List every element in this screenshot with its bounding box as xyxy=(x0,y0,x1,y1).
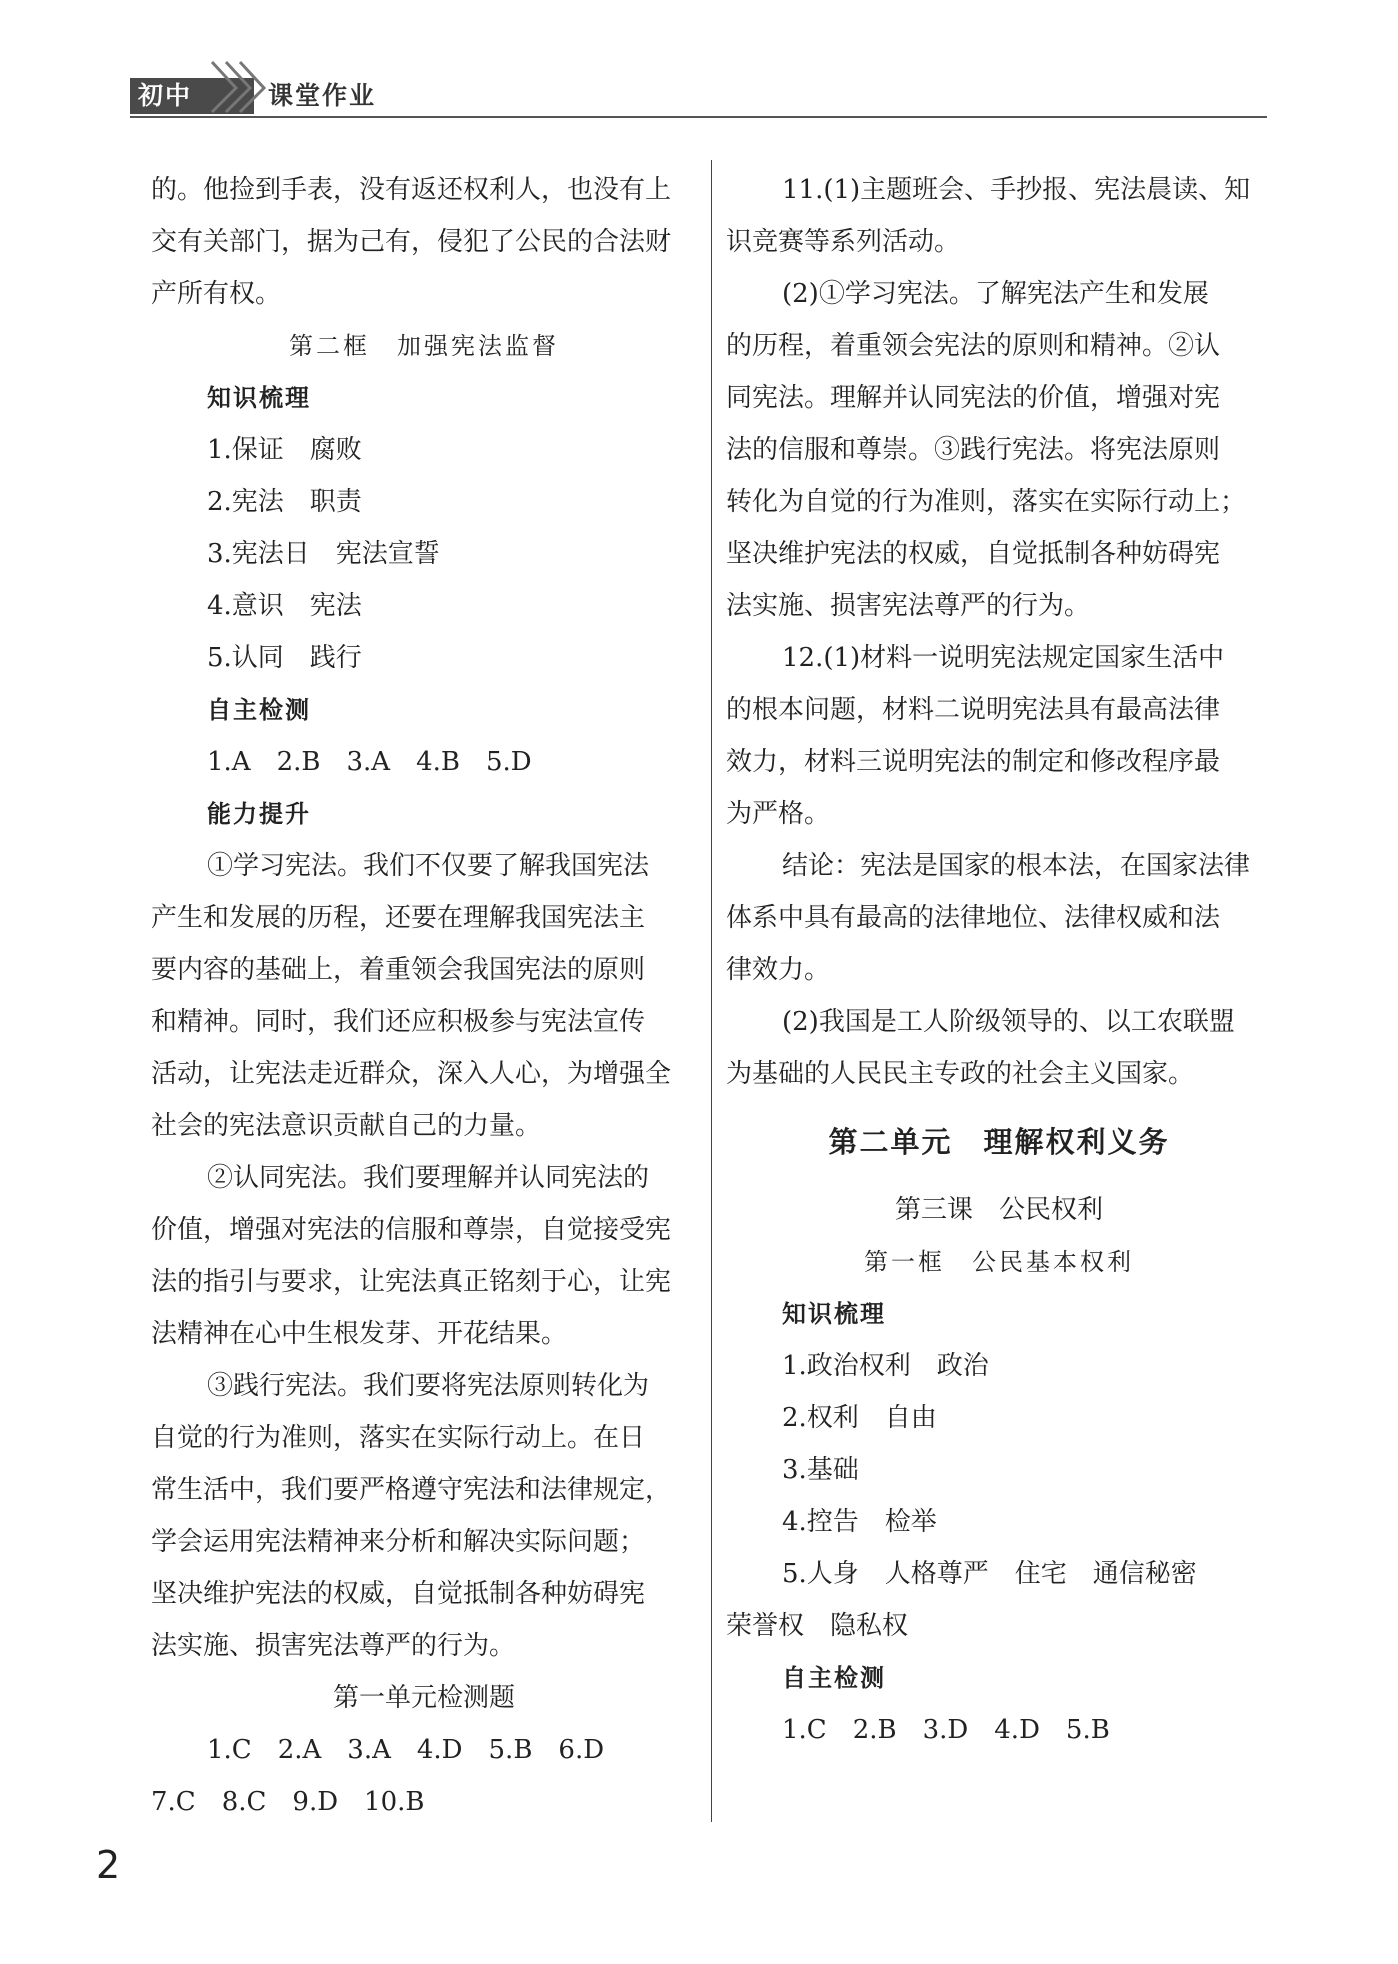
list-item: 5.人身 人格尊严 住宅 通信秘密 xyxy=(782,1559,1197,1589)
paragraph-line: 为严格。 xyxy=(726,799,831,829)
paragraph-line: 坚决维护宪法的权威，自觉抵制各种妨碍宪 xyxy=(151,1579,646,1609)
unit-title: 第二单元 理解权利义务 xyxy=(828,1125,1170,1159)
answer-line: 1.A 2.B 3.A 4.B 5.D xyxy=(207,747,532,777)
subheading-nengli: 能力提升 xyxy=(207,800,311,828)
paragraph-line: 社会的宪法意识贡献自己的力量。 xyxy=(151,1111,542,1141)
paragraph-line: ③践行宪法。我们要将宪法原则转化为 xyxy=(207,1371,650,1401)
list-item: 4.控告 检举 xyxy=(782,1507,937,1537)
paragraph-line: 产生和发展的历程，还要在理解我国宪法主 xyxy=(151,903,646,933)
paragraph-line: 法实施、损害宪法尊严的行为。 xyxy=(151,1631,516,1661)
paragraph-line: 活动，让宪法走近群众，深入人心，为增强全 xyxy=(151,1059,672,1089)
paragraph-line: ②认同宪法。我们要理解并认同宪法的 xyxy=(207,1163,650,1193)
paragraph-line: (2)①学习宪法。了解宪法产生和发展 xyxy=(782,279,1209,309)
paragraph-line: 法的指引与要求，让宪法真正铭刻于心，让宪 xyxy=(151,1267,672,1297)
list-item: 2.权利 自由 xyxy=(782,1403,937,1433)
chevron-right-icon xyxy=(208,56,268,114)
paragraph-line: 价值，增强对宪法的信服和尊崇，自觉接受宪 xyxy=(151,1215,672,1245)
list-item: 3.基础 xyxy=(782,1455,859,1485)
answer-line: 1.C 2.A 3.A 4.D 5.B 6.D xyxy=(207,1735,605,1765)
paragraph-line: 的历程，着重领会宪法的原则和精神。②认 xyxy=(726,331,1221,361)
list-item: 3.宪法日 宪法宣誓 xyxy=(207,539,440,569)
header-grade-label: 初中 xyxy=(138,81,193,110)
paragraph-line: 效力，材料三说明宪法的制定和修改程序最 xyxy=(726,747,1221,777)
text-line: 的。他捡到手表，没有返还权利人，也没有上 xyxy=(151,175,672,205)
paragraph-line: 12.(1)材料一说明宪法规定国家生活中 xyxy=(782,643,1225,673)
subheading-zhishi: 知识梳理 xyxy=(207,384,311,412)
left-column xyxy=(151,164,697,1828)
list-item: 1.政治权利 政治 xyxy=(782,1351,989,1381)
paragraph-line: 11.(1)主题班会、手抄报、宪法晨读、知 xyxy=(782,175,1251,205)
list-item: 2.宪法 职责 xyxy=(207,487,362,517)
list-item: 5.认同 践行 xyxy=(207,643,362,673)
paragraph-line: ①学习宪法。我们不仅要了解我国宪法 xyxy=(207,851,650,881)
paragraph-line: 法精神在心中生根发芽、开花结果。 xyxy=(151,1319,568,1349)
paragraph-line: 常生活中，我们要严格遵守宪法和法律规定， xyxy=(151,1475,672,1505)
paragraph-line: 转化为自觉的行为准则，落实在实际行动上； xyxy=(726,487,1247,517)
paragraph-line: 同宪法。理解并认同宪法的价值，增强对宪 xyxy=(726,383,1221,413)
paragraph-line: 要内容的基础上，着重领会我国宪法的原则 xyxy=(151,955,646,985)
paragraph-line: 为基础的人民民主专政的社会主义国家。 xyxy=(726,1059,1195,1089)
paragraph-line: 识竞赛等系列活动。 xyxy=(726,227,961,257)
paragraph-line: 律效力。 xyxy=(726,955,831,985)
section-title: 第一框 公民基本权利 xyxy=(864,1248,1134,1276)
paragraph-line: 法实施、损害宪法尊严的行为。 xyxy=(726,591,1091,621)
header-rule xyxy=(130,116,1267,118)
column-divider xyxy=(711,160,712,1822)
answer-line: 1.C 2.B 3.D 4.D 5.B xyxy=(782,1715,1110,1745)
unit-test-title: 第一单元检测题 xyxy=(332,1683,515,1713)
paragraph-line: 法的信服和尊崇。③践行宪法。将宪法原则 xyxy=(726,435,1221,465)
answer-line: 7.C 8.C 9.D 10.B xyxy=(151,1787,425,1817)
paragraph-line: 自觉的行为准则，落实在实际行动上。在日 xyxy=(151,1423,646,1453)
lesson-title: 第三课 公民权利 xyxy=(894,1195,1103,1225)
subheading-zizhu: 自主检测 xyxy=(782,1664,886,1692)
text-line: 交有关部门，据为己有，侵犯了公民的合法财 xyxy=(151,227,672,257)
list-item: 4.意识 宪法 xyxy=(207,591,362,621)
paragraph-line: 学会运用宪法精神来分析和解决实际问题； xyxy=(151,1527,646,1557)
paragraph-line: 和精神。同时，我们还应积极参与宪法宣传 xyxy=(151,1007,646,1037)
header-book-title: 课堂作业 xyxy=(268,81,377,110)
paragraph-line: 体系中具有最高的法律地位、法律权威和法 xyxy=(726,903,1221,933)
text-line: 产所有权。 xyxy=(151,279,282,309)
subheading-zhishi: 知识梳理 xyxy=(782,1300,886,1328)
subheading-zizhu: 自主检测 xyxy=(207,696,311,724)
paragraph-line: 坚决维护宪法的权威，自觉抵制各种妨碍宪 xyxy=(726,539,1221,569)
right-column xyxy=(726,164,1272,1756)
section-title: 第二框 加强宪法监督 xyxy=(289,332,559,360)
page-number: 2 xyxy=(96,1843,121,1887)
paragraph-line: 的根本问题，材料二说明宪法具有最高法律 xyxy=(726,695,1221,725)
paragraph-line: (2)我国是工人阶级领导的、以工农联盟 xyxy=(782,1007,1235,1037)
list-item: 1.保证 腐败 xyxy=(207,435,362,465)
list-item-continuation: 荣誉权 隐私权 xyxy=(726,1611,909,1641)
paragraph-line: 结论：宪法是国家的根本法，在国家法律 xyxy=(782,851,1251,881)
